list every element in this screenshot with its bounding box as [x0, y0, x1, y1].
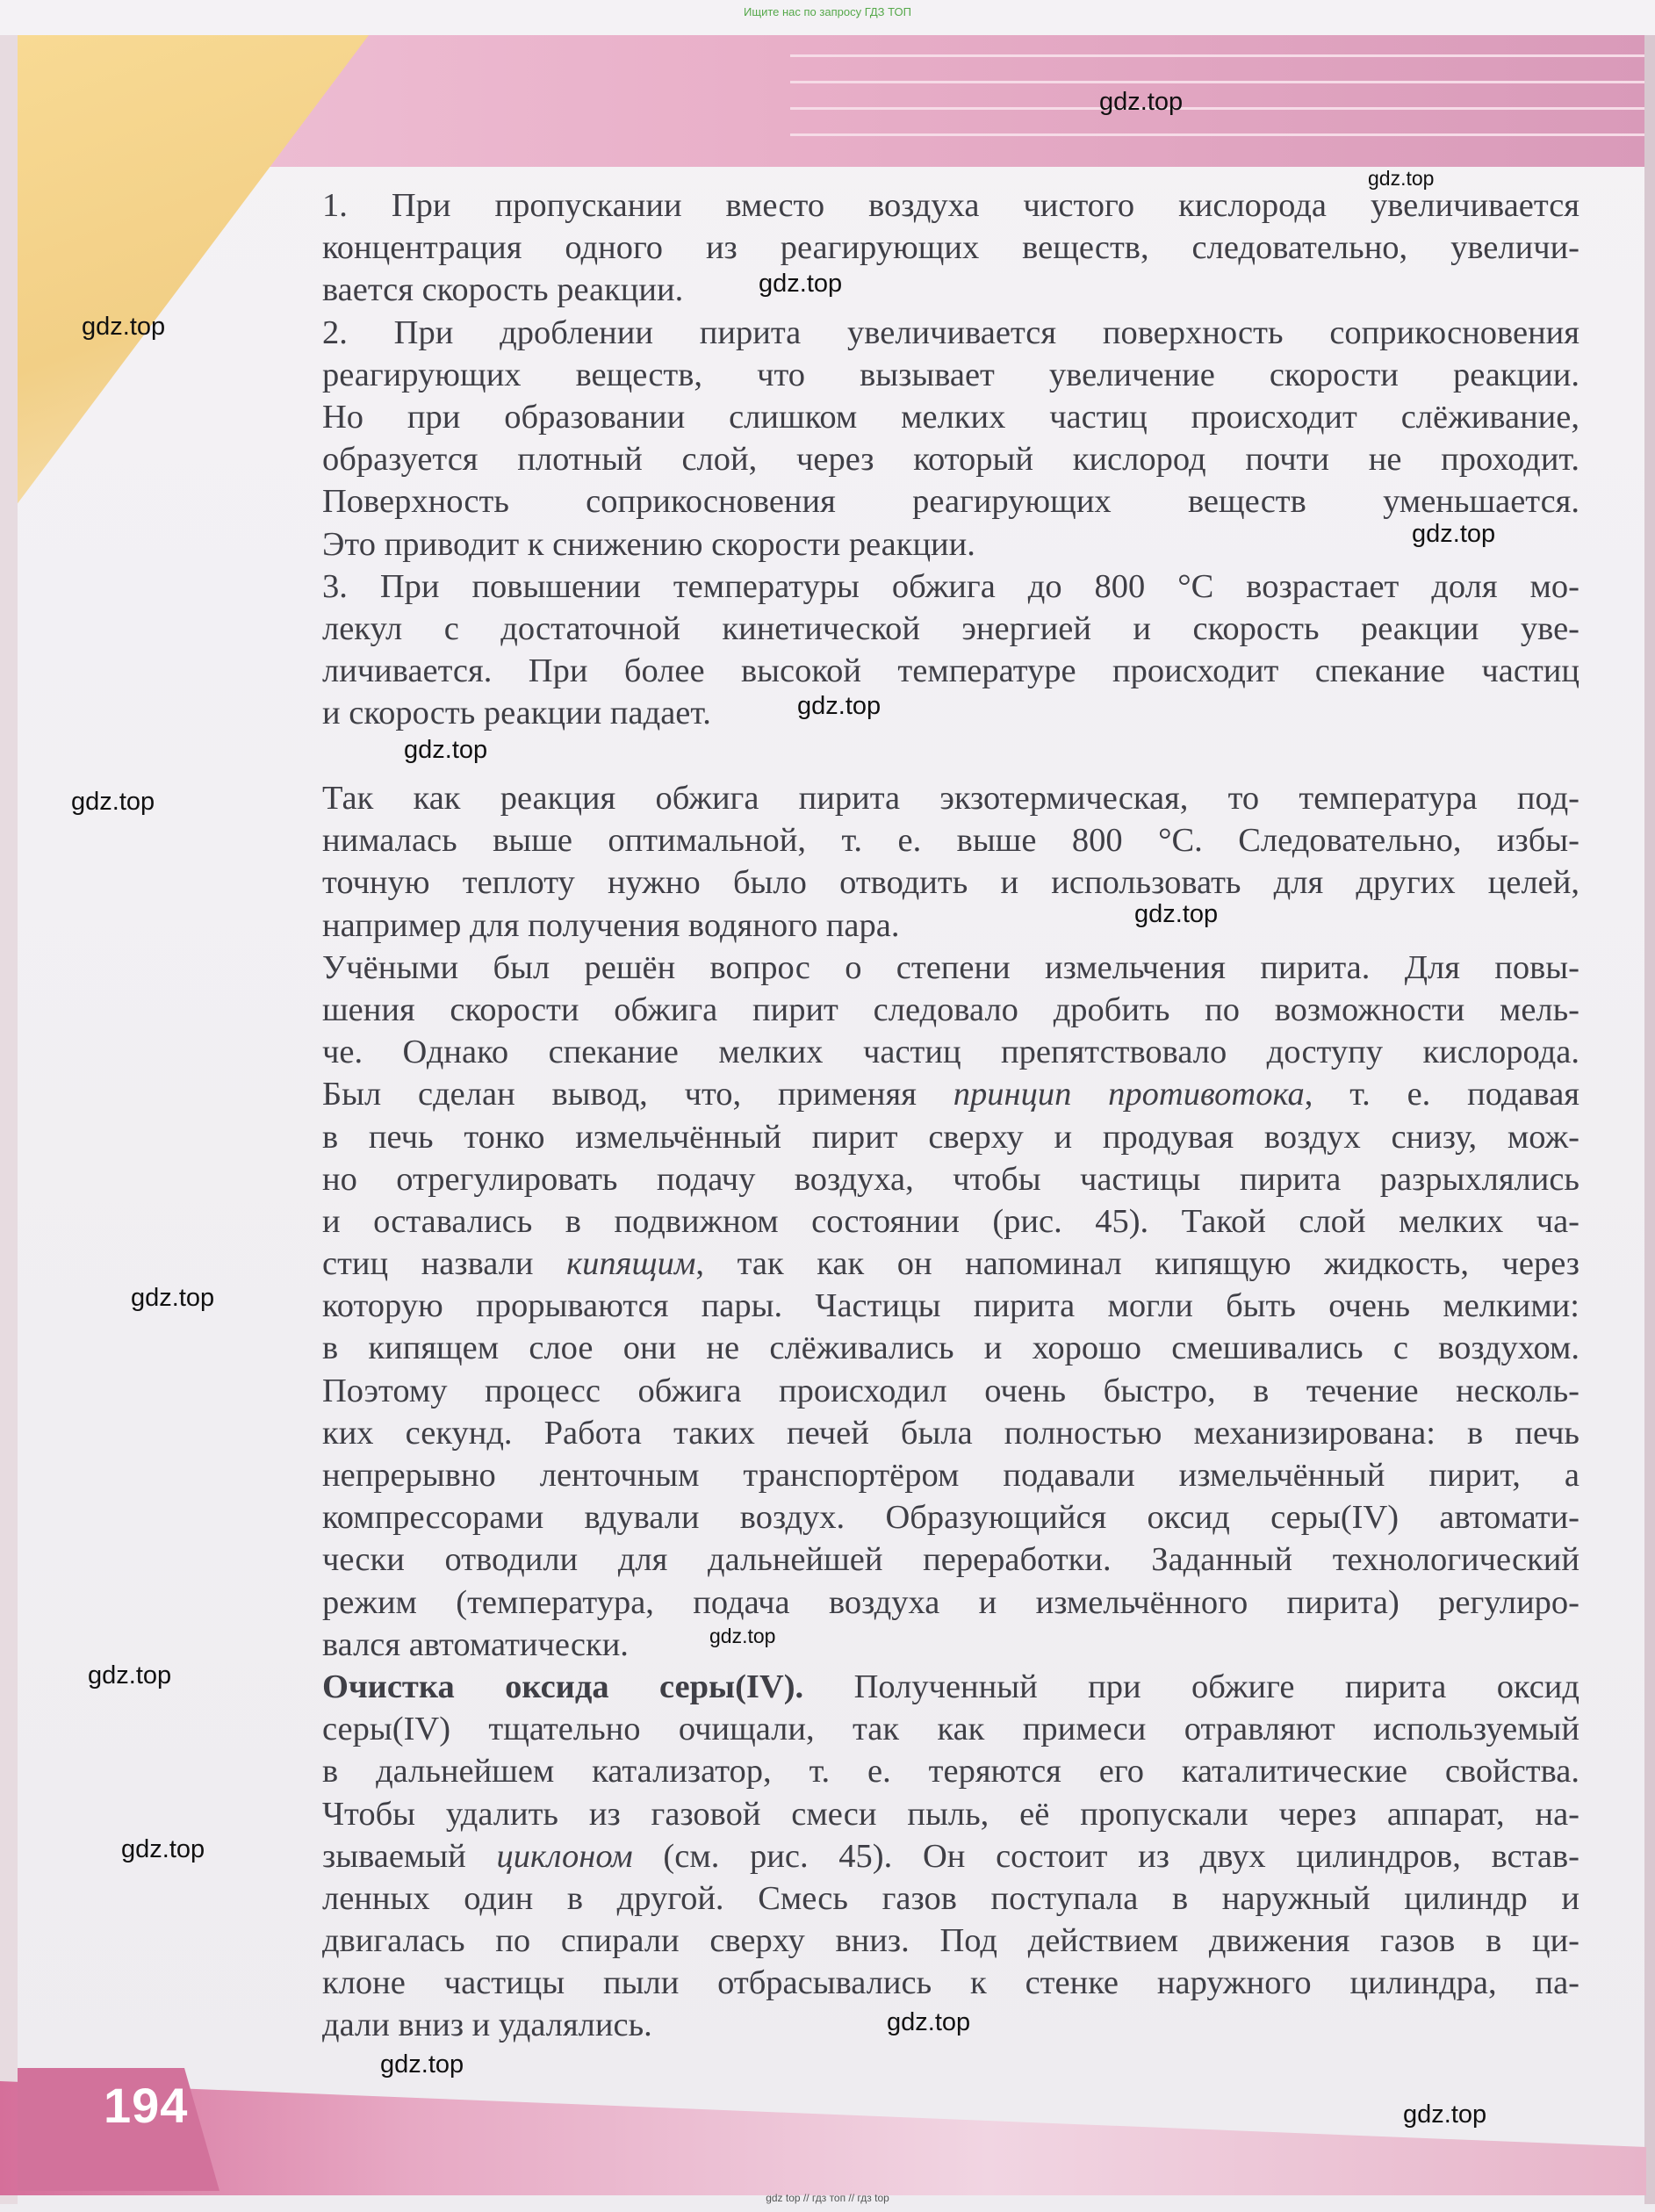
corner-decoration [0, 35, 369, 527]
text-segment: Но при образовании слишком мелких частиц происходит слёживание, [322, 398, 1579, 436]
text-segment: вается скорость реакции. [322, 271, 684, 309]
text-line [322, 947, 1579, 989]
text-line [322, 1496, 1579, 1538]
text-line [322, 1920, 1579, 1962]
watermark: gdz.top [797, 692, 881, 720]
text-segment: 3. При повышении температуры обжига до 800 °С возрастает доля мо- [322, 567, 1579, 605]
left-margin-stripe [0, 35, 18, 2204]
text-segment: реагирующих веществ, что вызывает увеличение скорости реакции. [322, 356, 1579, 393]
text-line [322, 777, 1579, 819]
text-segment: и оставались в подвижном состоянии (рис. 45). Такой слой мелких ча- [322, 1202, 1579, 1240]
text-segment: компрессорами вдували воздух. Образующийся оксид серы(IV) автомати- [322, 1499, 1579, 1537]
text-line [322, 1750, 1579, 1792]
watermark: gdz.top [1134, 900, 1219, 928]
text-segment: Поэтому процесс обжига происходил очень быстро, в течение несколь- [322, 1372, 1579, 1409]
text-line [322, 1582, 1579, 1624]
text-segment: Был сделан вывод, что, применяя [322, 1076, 953, 1113]
watermark: gdz.top [380, 2050, 464, 2079]
text-line [322, 480, 1579, 522]
bottom-note: gdz top // гдз топ // гдз top [766, 2192, 889, 2204]
italic-term: принцип противотока [953, 1076, 1305, 1113]
text-line [322, 1158, 1579, 1200]
text-line [322, 819, 1579, 861]
text-line [322, 1243, 1579, 1285]
watermark: gdz.top [1368, 167, 1435, 190]
text-segment: вался автоматически. [322, 1625, 629, 1663]
text-segment: концентрация одного из реагирующих веществ, следовательно, увеличи- [322, 229, 1579, 267]
text-segment: Полученный при обжиге пирита оксид [803, 1668, 1579, 1705]
text-segment: лекул с достаточной кинетической энергией и скорость реакции уве- [322, 609, 1579, 647]
text-line [322, 1116, 1579, 1158]
text-line [322, 269, 1579, 311]
watermark: gdz.top [759, 270, 843, 298]
text-segment: Поверхность соприкосновения реагирующих веществ уменьшается. [322, 483, 1579, 521]
watermark: gdz.top [121, 1835, 205, 1863]
text-line [322, 184, 1579, 227]
text-segment: чески отводили для дальнейшей переработки. Заданный технологический [322, 1541, 1579, 1579]
text-line [322, 692, 1579, 734]
text-line [322, 523, 1579, 566]
watermark: gdz.top [887, 2008, 971, 2036]
watermark: gdz.top [82, 313, 166, 341]
text-line [322, 1031, 1579, 1073]
text-segment: Так как реакция обжига пирита экзотермическая, то температура под- [322, 780, 1579, 817]
text-segment: режим (температура, подача воздуха и измельчённого пирита) регулиро- [322, 1583, 1579, 1621]
text-segment: двигалась по спирали сверху вниз. Под действием движения газов в ци- [322, 1922, 1579, 1960]
footer-band [0, 2064, 1646, 2195]
watermark: gdz.top [1099, 88, 1184, 116]
text-line [322, 227, 1579, 269]
text-segment: которую прорываются пары. Частицы пирита могли быть очень мелкими: [322, 1287, 1579, 1325]
watermark: gdz.top [88, 1661, 172, 1690]
text-segment: Это приводит к снижению скорости реакции. [322, 525, 975, 563]
watermark: gdz.top [1412, 520, 1496, 548]
text-segment: че. Однако спекание мелких частиц препятствовало доступу кислорода. [322, 1034, 1579, 1071]
text-segment: Чтобы удалить из газовой смеси пыль, её пропускали через аппарат, на- [322, 1795, 1579, 1833]
text-segment: нималась выше оптимальной, т. е. выше 800 °С. Следовательно, избы- [322, 822, 1579, 860]
text-segment: шения скорости обжига пирит следовало дробить по возможности мель- [322, 991, 1579, 1028]
text-line [322, 1285, 1579, 1327]
watermark: gdz.top [71, 788, 155, 816]
text-segment: , т. е. подавая [1304, 1076, 1579, 1113]
text-segment: 1. При пропускании вместо воздуха чистого кислорода увеличивается [322, 187, 1579, 224]
text-segment: , так как он напоминал кипящую жидкость, через [695, 1245, 1580, 1283]
text-line [322, 1708, 1579, 1750]
text-line [322, 1327, 1579, 1369]
text-line [322, 608, 1579, 650]
text-line [322, 1793, 1579, 1835]
text-segment: но отрегулировать подачу воздуха, чтобы частицы пирита разрыхлялись [322, 1160, 1579, 1198]
text-segment: в кипящем слое они не слёживались и хорошо смешивались с воздухом. [322, 1329, 1579, 1367]
watermark: gdz.top [131, 1284, 215, 1312]
text-line [322, 1200, 1579, 1243]
text-line [322, 650, 1579, 692]
text-line [322, 1877, 1579, 1920]
text-segment: в печь тонко измельчённый пирит сверху и продувая воздух снизу, мож- [322, 1118, 1579, 1156]
text-line [322, 438, 1579, 480]
text-segment: клоне частицы пыли отбрасывались к стенке наружного цилиндра, па- [322, 1964, 1579, 2002]
text-line [322, 1412, 1579, 1454]
watermark: gdz.top [709, 1625, 776, 1647]
text-line [322, 989, 1579, 1031]
italic-term: циклоном [496, 1837, 633, 1875]
right-margin-stripe [1644, 35, 1655, 2204]
page-number: 194 [104, 2078, 189, 2133]
text-line [322, 566, 1579, 608]
text-segment: в дальнейшем катализатор, т. е. теряются его каталитические свойства. [322, 1753, 1579, 1790]
text-segment: дали вниз и удалялись. [322, 2007, 652, 2044]
text-segment: и скорость реакции падает. [322, 695, 711, 732]
text-line [322, 1624, 1579, 1666]
text-line [322, 1454, 1579, 1496]
text-line [322, 1073, 1579, 1115]
top-note: Ищите нас по запросу ГДЗ ТОП [744, 5, 911, 18]
text-segment: образуется плотный слой, через который кислород почти не проходит. [322, 441, 1579, 479]
text-line [322, 396, 1579, 438]
text-line [322, 1370, 1579, 1412]
text-segment: например для получения водяного пара. [322, 906, 900, 944]
text-segment: стиц назвали [322, 1245, 567, 1283]
text-segment: 2. При дроблении пирита увеличивается поверхность соприкосновения [322, 313, 1579, 351]
text-segment: ленных один в другой. Смесь газов поступала в наружный цилиндр и [322, 1879, 1579, 1917]
text-segment: личивается. При более высокой температуре происходит спекание частиц [322, 652, 1579, 690]
watermark: gdz.top [404, 736, 488, 764]
watermark: gdz.top [1403, 2100, 1487, 2129]
text-segment: (см. рис. 45). Он состоит из двух цилиндров, встав- [632, 1837, 1579, 1875]
text-line [322, 1835, 1579, 1877]
text-segment: зываемый [322, 1837, 497, 1875]
main-text [322, 777, 1579, 2047]
text-line [322, 904, 1579, 947]
text-segment: ких секунд. Работа таких печей была полностью механизирована: в печь [322, 1414, 1579, 1452]
text-line [322, 354, 1579, 396]
text-line [322, 861, 1579, 904]
bold-heading: Очистка оксида серы(IV). [322, 1668, 804, 1705]
text-line [322, 1666, 1579, 1708]
text-line [322, 312, 1579, 354]
text-line [322, 1962, 1579, 2004]
italic-term: кипящим [566, 1245, 696, 1283]
text-segment: точную теплоту нужно было отводить и использовать для других целей, [322, 864, 1579, 902]
text-segment: серы(IV) тщательно очищали, так как примеси отравляют используемый [322, 1711, 1579, 1748]
text-segment: непрерывно ленточным транспортёром подавали измельчённый пирит, а [322, 1457, 1579, 1494]
text-segment: Учёными был решён вопрос о степени измельчения пирита. Для повы- [322, 948, 1579, 986]
text-line [322, 1538, 1579, 1581]
answer-block [322, 184, 1579, 734]
